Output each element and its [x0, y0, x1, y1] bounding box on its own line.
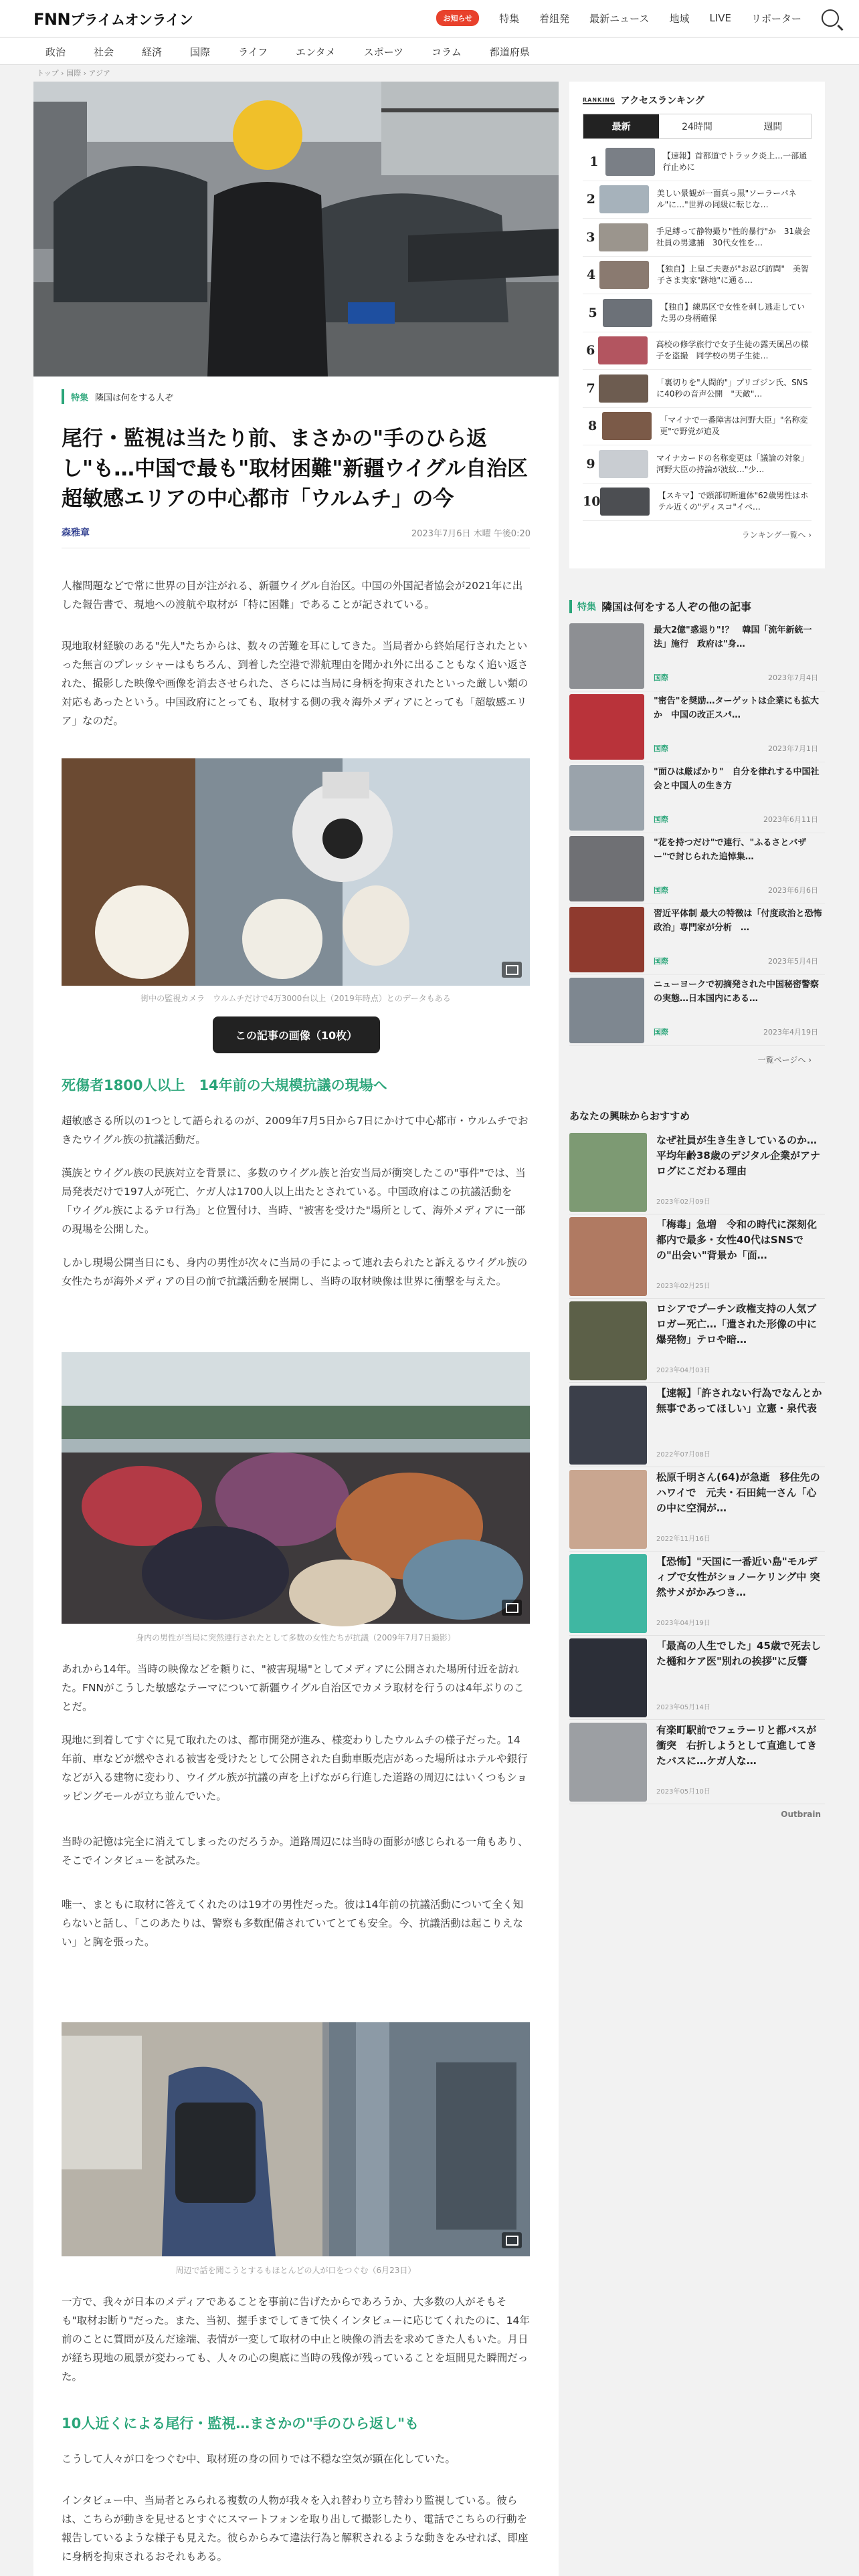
ranking-thumb — [599, 223, 648, 251]
paragraph: 超敏感さる所以の1つとして語られるのが、2009年7月5日から7日にかけて中心都市・ウルムチでおきたウイグル族の抗議活動だ。 — [62, 1115, 529, 1146]
hero-image[interactable] — [33, 82, 559, 377]
ranking-tag: RANKING — [583, 96, 615, 103]
recommend-thumb — [569, 1301, 647, 1380]
related-thumb — [569, 765, 644, 831]
tab-24h[interactable]: 24時間 — [682, 122, 712, 132]
header-nav — [436, 9, 839, 27]
ranking-thumb — [599, 450, 648, 478]
gallery-icon — [502, 1600, 522, 1616]
ranking-thumb — [599, 374, 648, 403]
related-more-link[interactable]: 一覧ページへ › — [757, 1055, 812, 1065]
nav-feature[interactable]: 特集 — [499, 12, 520, 25]
nav-region[interactable]: 地域 — [669, 12, 690, 25]
recommend-list — [569, 1130, 828, 1829]
ranking-thumb — [605, 148, 655, 176]
breadcrumb-international[interactable]: 国際 — [66, 69, 82, 78]
ranking-thumb — [599, 185, 649, 213]
related-thumb — [569, 907, 644, 972]
ranking-item[interactable]: 2 美しい景観が一面真っ黒"ソーラーパネル"に…"世界の同級に転じな… — [583, 181, 812, 219]
category-sports[interactable]: スポーツ — [363, 46, 403, 58]
figure-caption: 周辺で話を聞こうとするもほとんどの人が口をつぐむ（6月23日） — [175, 2266, 416, 2275]
related-card[interactable]: 最大2億"惑退り"!？ 韓国「流年新統一法」施行 政府は"身… 国際 2023年7月4日 — [569, 621, 825, 691]
related-card[interactable]: "花を持つだけ"で連行、"ふるさとバザー"で封じられた追悼集… 国際 2023年6月6日 — [569, 833, 825, 904]
ranking-item[interactable]: 5 【独自】練馬区で女性を刺し逃走していた男の身柄確保 — [583, 294, 812, 332]
tag-label: 特集 — [71, 393, 89, 403]
ranking-item[interactable]: 7 「裏切りを"人間的"」プリゴジン氏、SNSに40秒の音声公開 "天敵"… — [583, 370, 812, 408]
site-header — [0, 0, 859, 37]
ranking-header — [569, 82, 825, 114]
category-international[interactable]: 国際 — [190, 46, 211, 58]
ranking-item[interactable]: 10 【スキマ】で頭部切断遺体"62歳男性はホテル近くの"ディスコ"イベ… — [583, 484, 812, 522]
breadcrumb-asia[interactable]: アジア — [88, 69, 111, 78]
breadcrumb: トップ › 国際 › アジア — [37, 69, 111, 78]
ranking-thumb — [602, 412, 652, 440]
category-politics[interactable]: 政治 — [45, 46, 66, 58]
recommend-card[interactable]: 【速報】「許されない行為でなんとか無事であってほしい」立憲・泉代表 2022年07月08日 — [569, 1383, 825, 1467]
nav-reporter[interactable]: リポーター — [751, 12, 801, 25]
gallery-icon — [502, 2232, 522, 2248]
recommend-card[interactable]: 「最高の人生でした」45歳で死去した樋和ケア医"別れの挨拶"に反響 2023年05月14日 — [569, 1636, 825, 1720]
paragraph: あれから14年。当時の映像などを頼りに、"被害現場"としてメディアに公開された場所付近を訪れた。FNNがこうした敏感なテーマについて新疆ウイグル自治区でカメラ取材を行うのは4年ぶりのことだ。 — [62, 1663, 524, 1713]
recommend-thumb — [569, 1554, 647, 1633]
figure-caption: 身内の男性が当局に突然連行されたとして多数の女性たちが抗議（2009年7月7日撮影） — [136, 1633, 456, 1642]
ranking-more-link[interactable]: ランキング一覧へ › — [741, 530, 812, 540]
article-title: 尾行・監視は当たり前、まさかの"手のひら返し"も…中国で最も"取材困難"新疆ウイグル自治区 超敏感エリアの中心都市「ウルムチ」の今 — [62, 427, 549, 511]
section-heading: 10人近くによる尾行・監視…まさかの"手のひら返し"も — [62, 2416, 419, 2432]
nav-latest[interactable]: 最新ニュース — [589, 12, 650, 25]
publish-date: 2023年7月6日 木曜 午後0:20 — [411, 529, 531, 539]
figure-surveillance-camera[interactable] — [62, 758, 530, 986]
related-card[interactable]: 習近平体制 最大の特徴は「付度政治と恐怖政治」専門家が分析 … 国際 2023年5月4日 — [569, 904, 825, 975]
tab-latest[interactable]: 最新 — [583, 114, 659, 138]
category-prefectures[interactable]: 都道府県 — [489, 46, 530, 58]
ranking-title: アクセスランキング — [620, 96, 704, 106]
paragraph: 当時の記憶は完全に消えてしまったのだろうか。道路周辺には当時の面影が感じられる一角もあり、そこでインタビューを試みた。 — [62, 1836, 529, 1866]
recommend-card[interactable]: ロシアでプーチン政権支持の人気ブロガー死亡…「遣された形像の中に爆発物」テロや暗… 2023年04月03日 — [569, 1299, 825, 1383]
paragraph: 現地に到着してすぐに見て取れたのは、都市開発が進み、様変わりしたウルムチの様子だった。14年前、車などが燃やされる被害を受けたとして公開された自動車販売店があった場所はホテルや銀行などが入る建物に変わり、ウイグル族が抗議の声を上げながら行進した道路の周辺にはいくつもショッピングモールが立ち並んでいた。 — [62, 1734, 528, 1802]
category-society[interactable]: 社会 — [94, 46, 114, 58]
tag-series: 隣国は何をする人ぞ — [95, 393, 174, 403]
paragraph: 現地取材経験のある"先人"たちからは、数々の苦難を耳にしてきた。当局者から終始尾行されたといった無言のプレッシャーはもちろん、到着した空港で滞航理由を聞かれ外に出ることもなく追い返された、撮影した映像や画像を消去させられた、さらには当局に身柄を拘束されたといった厳しい類の対応もあったという。中国政府にとっても、取材する側の我々海外メディアにとっても「超敏感エリア」なのだ。 — [62, 640, 529, 727]
recommend-thumb — [569, 1723, 647, 1802]
recommend-card[interactable]: 松原千明さん(64)が急逝 移住先のハワイで 元夫・石田純一さん「心の中に空洞が… 2022年11月16日 — [569, 1467, 825, 1551]
recommend-card[interactable]: なぜ社員が生き生きしているのか…平均年齢38歳のデジタル企業がアナログにこだわる理由 2023年02月09日 — [569, 1130, 825, 1214]
paragraph: 一方で、我々が日本のメディアであることを事前に告げたからであろうか、大多数の人がそもそも"取材お断り"だった。また、当初、握手までしてきて快くインタビューに応じてくれたのに、14年前のことに質問が及んだ途端、表情が一変して取材の中止と映像の消去を求めてきた人もいた。月日が経ち現地の風景が変わっても、人々の心の奥底に当時の残像が残っていることを垣間見た瞬間だった。 — [62, 2296, 530, 2383]
related-card[interactable]: ニューヨークで初摘発された中国秘密警察の実態…日本国内にある… 国際 2023年4月19日 — [569, 975, 825, 1046]
related-thumb — [569, 978, 644, 1043]
gallery-icon — [502, 962, 522, 978]
category-bar — [0, 38, 859, 65]
ranking-item[interactable]: 9 マイナカードの名称変更は「議論の対象」河野大臣の持論が波紋…"少… — [583, 445, 812, 484]
recommend-thumb — [569, 1217, 647, 1296]
ranking-item[interactable]: 1 【速報】首都道でトラック炎上…一部通行止めに — [583, 143, 812, 181]
related-bar — [569, 600, 572, 613]
category-life[interactable]: ライフ — [238, 46, 268, 58]
ranking-panel — [569, 82, 825, 568]
recommend-thumb — [569, 1386, 647, 1465]
ranking-item[interactable]: 8 「マイナで一番障害は河野大臣」"名称変更"で野党が追及 — [583, 408, 812, 446]
lead-paragraph: 人権問題などで常に世界の目が注がれる、新疆ウイグル自治区。中国の外国記者協会が2021年に出した報告書で、現地への渡航や取材が「特に困難」であることが記されている。 — [62, 580, 523, 611]
paragraph: インタビュー中、当局者とみられる複数の人物が我々を入れ替わり立ち替わり監視している。彼らは、こちらが動きを見せるとすぐにスマートフォンを取り出して撮影したり、電話でこちらの行動を報告しているような様子も見えた。彼らからみて違法行為と解釈されるような動きをみせれば、即座に身柄を拘束されるおそれもある。 — [62, 2494, 529, 2563]
ranking-thumb — [603, 299, 652, 327]
paragraph: 唯一、まともに取材に答えてくれたのは19才の男性だった。彼は14年前の抗議活動について全く知らないと話し、「このあたりは、警察も多数配備されていてとても安全。今、抗議活動は起こりえない」と胸を張った。 — [62, 1899, 524, 1948]
recommend-card[interactable]: 「梅毒」急増 令和の時代に深刻化 都内で最多・女性40代はSNSでの"出会い"背景か「面… 2023年02月25日 — [569, 1214, 825, 1299]
recommend-thumb — [569, 1638, 647, 1717]
category-column[interactable]: コラム — [431, 46, 462, 58]
nav-original[interactable]: 着組発 — [539, 12, 570, 25]
feature-tag[interactable] — [62, 389, 173, 404]
figure-interview-street[interactable] — [62, 2022, 530, 2256]
related-thumb — [569, 836, 644, 901]
ranking-item[interactable]: 4 【独自】上皇ご夫妻が"お忍び訪問" 美智子さま実家"跡地"に通る… — [583, 257, 812, 295]
paragraph: こうして人々が口をつぐむ中、取材班の身の回りでは不穏な空気が顕在化していた。 — [62, 2453, 456, 2465]
ranking-thumb — [599, 261, 649, 289]
nav-live[interactable]: LIVE — [709, 12, 731, 24]
view-gallery-button[interactable]: この記事の画像（10枚） — [213, 1016, 380, 1053]
related-tag: 特集 — [577, 601, 596, 613]
paragraph: しかし現場公開当日にも、身内の男性が次々に当局の手によって連れ去られたと訴えるウイグル族の女性たちが海外メディアの目の前で抗議活動を展開し、当時の取材映像は世界に衝撃を与えた。 — [62, 1257, 528, 1287]
recommend-card[interactable]: 有楽町駅前でフェラーリと都バスが衝突 右折しようとして直進してきたバスに…ケガ人な… 2023年05月10日 — [569, 1720, 825, 1804]
ranking-item[interactable]: 3 手足縛って静物撮り"性的暴行"か 31歳会社員の男逮捕 30代女性を… — [583, 219, 812, 257]
related-list — [569, 621, 825, 1065]
related-thumb — [569, 623, 644, 689]
section-heading: 死傷者1800人以上 14年前の大規模抗議の現場へ — [62, 1077, 387, 1093]
ranking-thumb — [600, 488, 650, 516]
related-card[interactable]: "密告"を奨励…ターゲットは企業にも拡大か 中国の改正スパ… 国際 2023年7月1日 — [569, 691, 825, 762]
category-economy[interactable]: 経済 — [142, 46, 163, 58]
related-thumb — [569, 694, 644, 760]
related-card[interactable]: "面ひは厳ばかり" 自分を律れする中国社会と中国人の生き方 国際 2023年6月11日 — [569, 762, 825, 833]
outbrain-logo[interactable]: Outbrain — [781, 1810, 821, 1819]
ranking-item[interactable]: 6 高校の修学旅行で女子生徒の露天風呂の様子を盗撮 同学校の男子生徒… — [583, 332, 812, 370]
ranking-thumb — [598, 336, 648, 364]
figure-protest-2009[interactable] — [62, 1352, 530, 1624]
recommend-thumb — [569, 1133, 647, 1212]
article-main — [33, 82, 559, 2576]
site-logo[interactable]: FNNプライムオンライン — [33, 10, 193, 29]
category-entertainment[interactable]: エンタメ — [296, 46, 336, 58]
notice-badge[interactable]: お知らせ — [436, 10, 479, 26]
ranking-tabs — [583, 114, 812, 139]
related-title: 隣国は何をする人ぞの他の記事 — [601, 601, 752, 613]
recommend-thumb — [569, 1470, 647, 1549]
figure-caption: 街中の監視カメラ ウルムチだけで4万3000台以上（2019年時点）とのデータもある — [140, 994, 451, 1003]
tag-bar — [62, 389, 64, 404]
paragraph: 漢族とウイグル族の民族対立を背景に、多数のウイグル族と治安当局が衝突したこの"事件"では、当局発表だけで197人が死亡、ケガ人は1700人以上出たとされている。中国政府はこの抗議活動を「ウイグル族によるテロ行為」と位置付け、当時、"被害を受けた"場所として、海外メディアに一部の現場を公開した。 — [62, 1167, 526, 1235]
search-icon[interactable] — [822, 9, 839, 27]
recommend-title: あなたの興味からおすすめ — [569, 1110, 690, 1122]
related-header — [569, 599, 751, 614]
breadcrumb-top[interactable]: トップ — [37, 69, 59, 78]
tab-weekly[interactable]: 週間 — [763, 122, 783, 132]
author-name[interactable]: 森雅章 — [62, 528, 90, 538]
recommend-card[interactable]: 【恐怖】"天国に一番近い島"モルディブで女性がショノーケリング中 突然サメがかみつき… 2023年04月19日 — [569, 1551, 825, 1636]
